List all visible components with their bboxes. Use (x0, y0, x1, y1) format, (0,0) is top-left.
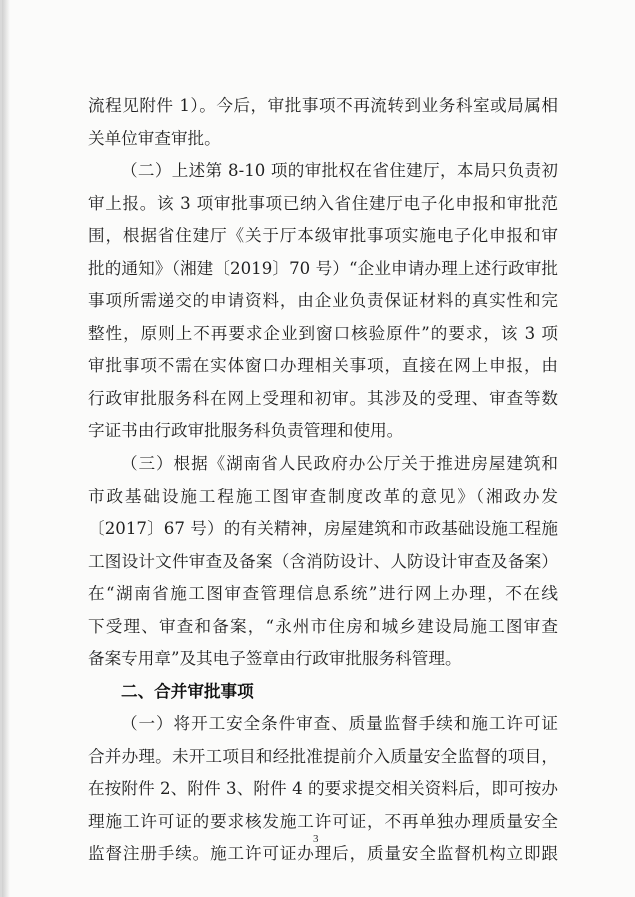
page-number: 3 (313, 833, 319, 845)
body-line: 理施工许可证的要求核发施工许可证，不再单独办理质量安全 (88, 812, 558, 831)
document-body (2, 0, 635, 897)
body-line: 合并办理。未开工项目和经批准提前介入质量安全监督的项目， (88, 747, 558, 766)
section-heading: 二、合并审批事项 (121, 682, 254, 701)
body-line: 整性，原则上不再要求企业到窗口核验原件”的要求，该 3 项 (88, 324, 558, 343)
body-line: 备案专用章”及其电子签章由行政审批服务科管理。 (88, 649, 462, 668)
body-line: 流程见附件 1）。今后，审批事项不再流转到业务科室或局属相 (88, 96, 558, 115)
body-line: 字证书由行政审批服务科负责管理和使用。 (88, 421, 404, 440)
body-line: 批的通知》（湘建〔2019〕70 号）“企业申请办理上述行政审批 (88, 259, 558, 278)
body-line: 工图设计文件审查及备案（含消防设计、人防设计审查及备案） (88, 552, 558, 571)
body-line: 行政审批服务科在网上受理和初审。其涉及的受理、审查等数 (88, 389, 558, 408)
body-line: 〔2017〕67 号）的有关精神，房屋建筑和市政基础设施工程施 (88, 519, 558, 538)
body-line: 关单位审查审批。 (88, 129, 221, 148)
body-line: 在“湖南省施工图审查管理信息系统”进行网上办理，不在线 (88, 584, 558, 603)
paragraph-first-line: （三）根据《湖南省人民政府办公厅关于推进房屋建筑和 (121, 454, 558, 473)
body-line: 在按附件 2、附件 3、附件 4 的要求提交相关资料后，即可按办 (88, 779, 558, 798)
body-line: 事项所需递交的申请资料，由企业负责保证材料的真实性和完 (88, 291, 558, 310)
body-line: 围，根据省住建厅《关于厅本级审批事项实施电子化申报和审 (88, 226, 558, 245)
body-line: 市政基础设施工程施工图审查制度改革的意见》（湘政办发 (88, 487, 558, 506)
body-line: 监督注册手续。施工许可证办理后，质量安全监督机构立即跟 (88, 844, 558, 863)
body-line: 下受理、审查和备案，“永州市住房和城乡建设局施工图审查 (88, 617, 558, 636)
paragraph-first-line: （二）上述第 8-10 项的审批权在省住建厅，本局只负责初 (121, 161, 558, 180)
body-line: 审上报。该 3 项审批事项已纳入省住建厅电子化申报和审批范 (88, 194, 558, 213)
paragraph-first-line: （一）将开工安全条件审查、质量监督手续和施工许可证 (121, 714, 558, 733)
body-line: 审批事项不需在实体窗口办理相关事项，直接在网上申报，由 (88, 356, 558, 375)
